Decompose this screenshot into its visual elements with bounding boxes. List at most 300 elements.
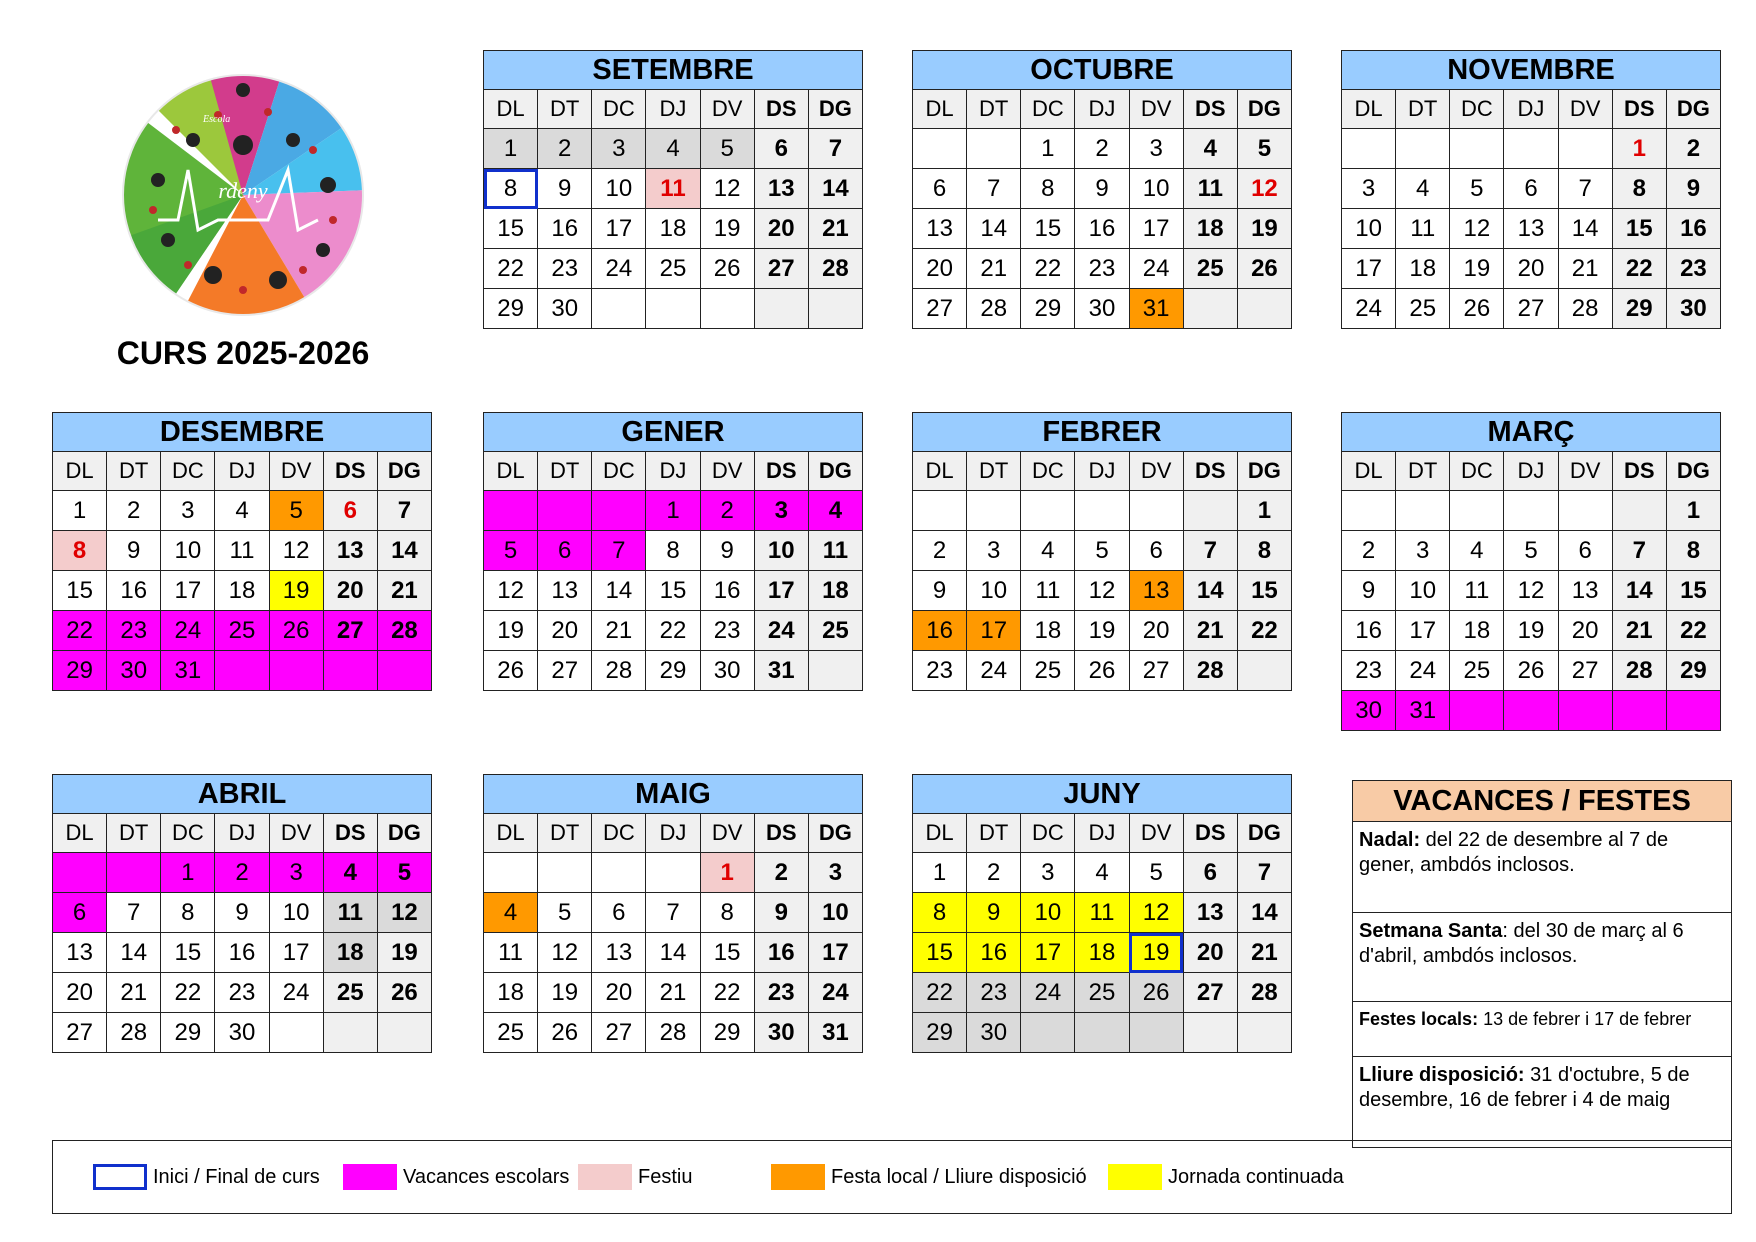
day-cell: 29: [913, 1013, 967, 1053]
day-cell: 14: [592, 571, 646, 611]
day-cell: 12: [484, 571, 538, 611]
day-cell: 13: [1558, 571, 1612, 611]
week-row: [913, 611, 1292, 651]
day-cell: 10: [269, 893, 323, 933]
day-cell: 24: [161, 611, 215, 651]
day-cell: 13: [323, 531, 377, 571]
day-cell: 24: [1021, 973, 1075, 1013]
holiday-item-festes-locals: Festes locals: 13 de febrer i 17 de febrer: [1353, 1002, 1732, 1057]
weekday-header: DC: [161, 452, 215, 491]
weekday-header: DV: [1129, 452, 1183, 491]
day-cell: [1504, 491, 1558, 531]
day-cell: 14: [1237, 893, 1291, 933]
weekday-header: DT: [967, 452, 1021, 491]
day-cell: 14: [1558, 209, 1612, 249]
day-cell: 20: [53, 973, 107, 1013]
day-cell: 22: [700, 973, 754, 1013]
day-cell: 20: [1504, 249, 1558, 289]
week-row: [53, 1013, 432, 1053]
day-cell: 19: [1129, 933, 1183, 973]
day-cell: 18: [646, 209, 700, 249]
weekday-header: DL: [484, 452, 538, 491]
week-row: [913, 249, 1292, 289]
day-cell: 20: [323, 571, 377, 611]
day-cell: [754, 289, 808, 329]
week-row: [484, 571, 863, 611]
day-cell: 2: [700, 491, 754, 531]
weekday-header: DV: [700, 90, 754, 129]
legend-festiu: [578, 1163, 692, 1191]
day-cell: 20: [592, 973, 646, 1013]
legend-inici-final: [93, 1163, 320, 1191]
day-cell: 30: [1342, 691, 1396, 731]
day-cell: 3: [1021, 853, 1075, 893]
weekday-header: DJ: [646, 90, 700, 129]
weekday-header: DJ: [1075, 814, 1129, 853]
day-cell: [323, 651, 377, 691]
day-cell: 4: [1396, 169, 1450, 209]
day-cell: 9: [1666, 169, 1720, 209]
month-name: MAIG: [484, 775, 863, 814]
month-name: SETEMBRE: [484, 51, 863, 90]
week-row: [1342, 209, 1721, 249]
day-cell: 25: [1075, 973, 1129, 1013]
weekday-header: DS: [754, 90, 808, 129]
legend-label: Festiu: [638, 1165, 693, 1188]
day-cell: 29: [1666, 651, 1720, 691]
day-cell: 27: [913, 289, 967, 329]
day-cell: [1183, 491, 1237, 531]
day-cell: 27: [538, 651, 592, 691]
day-cell: 2: [1075, 129, 1129, 169]
day-cell: 21: [1558, 249, 1612, 289]
day-cell: 5: [1075, 531, 1129, 571]
day-cell: 30: [700, 651, 754, 691]
week-row: [913, 893, 1292, 933]
day-cell: 29: [646, 651, 700, 691]
weekday-header: DC: [592, 452, 646, 491]
weekday-header: DL: [484, 90, 538, 129]
day-cell: [1183, 289, 1237, 329]
day-cell: 21: [1237, 933, 1291, 973]
day-cell: 9: [538, 169, 592, 209]
week-row: [484, 169, 863, 209]
day-cell: 19: [538, 973, 592, 1013]
day-cell: [646, 289, 700, 329]
day-cell: 13: [53, 933, 107, 973]
weekday-header: DL: [913, 90, 967, 129]
day-cell: 4: [215, 491, 269, 531]
day-cell: 27: [1183, 973, 1237, 1013]
day-cell: 21: [377, 571, 431, 611]
month-name: DESEMBRE: [53, 413, 432, 452]
day-cell: 24: [1396, 651, 1450, 691]
day-cell: 13: [754, 169, 808, 209]
day-cell: 15: [646, 571, 700, 611]
school-logo: [118, 70, 368, 320]
day-cell: 30: [538, 289, 592, 329]
week-row: [484, 853, 863, 893]
weekday-header: DT: [967, 90, 1021, 129]
day-cell: 17: [808, 933, 862, 973]
day-cell: 31: [808, 1013, 862, 1053]
day-cell: 10: [754, 531, 808, 571]
week-row: [484, 651, 863, 691]
day-cell: 5: [377, 853, 431, 893]
weekday-header: DJ: [1075, 90, 1129, 129]
day-cell: 26: [1075, 651, 1129, 691]
day-cell: 4: [1021, 531, 1075, 571]
legend-label: Inici / Final de curs: [153, 1165, 320, 1188]
weekday-header: DG: [1666, 90, 1720, 129]
day-cell: [1075, 491, 1129, 531]
day-cell: 14: [1183, 571, 1237, 611]
day-cell: 1: [700, 853, 754, 893]
week-row: [913, 933, 1292, 973]
day-cell: 6: [323, 491, 377, 531]
day-cell: 7: [646, 893, 700, 933]
day-cell: 5: [269, 491, 323, 531]
day-cell: 10: [967, 571, 1021, 611]
day-cell: 20: [754, 209, 808, 249]
day-cell: 8: [1237, 531, 1291, 571]
month-4: [483, 412, 863, 691]
week-row: [53, 651, 432, 691]
month-9: [912, 774, 1292, 1053]
weekday-header: DL: [53, 814, 107, 853]
weekday-header: DT: [967, 814, 1021, 853]
day-cell: 18: [808, 571, 862, 611]
week-row: [1342, 571, 1721, 611]
month-name: FEBRER: [913, 413, 1292, 452]
legend-swatch: [771, 1164, 825, 1190]
week-row: [53, 893, 432, 933]
week-row: [484, 933, 863, 973]
day-cell: [967, 129, 1021, 169]
day-cell: 28: [1612, 651, 1666, 691]
day-cell: 10: [1396, 571, 1450, 611]
day-cell: [1237, 1013, 1291, 1053]
weekday-header: DS: [1612, 90, 1666, 129]
day-cell: 11: [215, 531, 269, 571]
day-cell: 11: [1021, 571, 1075, 611]
holiday-item-nadal: Nadal: del 22 de desembre al 7 de gener, ambdós inclosos.: [1353, 822, 1732, 913]
holidays-box: [1352, 780, 1732, 1148]
day-cell: 15: [913, 933, 967, 973]
day-cell: 6: [1504, 169, 1558, 209]
day-cell: 23: [1342, 651, 1396, 691]
day-cell: [538, 853, 592, 893]
day-cell: 11: [1075, 893, 1129, 933]
day-cell: [1021, 491, 1075, 531]
weekday-header: DT: [538, 452, 592, 491]
holiday-item-lliure-disposicio: Lliure disposició: 31 d'octubre, 5 de desembre, 16 de febrer i 4 de maig: [1353, 1057, 1732, 1148]
week-row: [913, 129, 1292, 169]
day-cell: 14: [808, 169, 862, 209]
day-cell: 4: [1183, 129, 1237, 169]
weekday-header: DJ: [215, 814, 269, 853]
day-cell: 17: [161, 571, 215, 611]
day-cell: 14: [107, 933, 161, 973]
day-cell: 10: [1342, 209, 1396, 249]
day-cell: 4: [484, 893, 538, 933]
day-cell: 23: [913, 651, 967, 691]
day-cell: 8: [1021, 169, 1075, 209]
course-title: CURS 2025-2026: [116, 335, 370, 371]
day-cell: 24: [1129, 249, 1183, 289]
day-cell: 15: [484, 209, 538, 249]
day-cell: [1558, 129, 1612, 169]
month-5: [912, 412, 1292, 691]
school-logo-graphic: [118, 70, 368, 320]
weekday-header: DS: [1183, 814, 1237, 853]
day-cell: 26: [269, 611, 323, 651]
weekday-header: DG: [377, 452, 431, 491]
day-cell: 2: [107, 491, 161, 531]
week-row: [913, 209, 1292, 249]
day-cell: 24: [967, 651, 1021, 691]
month-2: [1341, 50, 1721, 329]
weekday-header: DL: [1342, 452, 1396, 491]
day-cell: 4: [646, 129, 700, 169]
day-cell: 27: [1129, 651, 1183, 691]
day-cell: 19: [377, 933, 431, 973]
day-cell: 19: [269, 571, 323, 611]
day-cell: 21: [1183, 611, 1237, 651]
week-row: [1342, 491, 1721, 531]
legend-label: Vacances escolars: [403, 1165, 570, 1188]
day-cell: 7: [107, 893, 161, 933]
weekday-header: DG: [1666, 452, 1720, 491]
day-cell: 8: [1666, 531, 1720, 571]
day-cell: 15: [700, 933, 754, 973]
day-cell: 29: [1612, 289, 1666, 329]
day-cell: [484, 853, 538, 893]
day-cell: 19: [1504, 611, 1558, 651]
day-cell: 1: [161, 853, 215, 893]
day-cell: 27: [1558, 651, 1612, 691]
day-cell: 22: [53, 611, 107, 651]
day-cell: 18: [215, 571, 269, 611]
day-cell: 12: [1450, 209, 1504, 249]
day-cell: 30: [754, 1013, 808, 1053]
day-cell: 29: [1021, 289, 1075, 329]
legend-swatch: [93, 1164, 147, 1190]
day-cell: 29: [700, 1013, 754, 1053]
week-row: [913, 853, 1292, 893]
month-name: NOVEMBRE: [1342, 51, 1721, 90]
day-cell: 7: [377, 491, 431, 531]
week-row: [1342, 651, 1721, 691]
legend-swatch: [1108, 1164, 1162, 1190]
day-cell: 28: [646, 1013, 700, 1053]
day-cell: 9: [215, 893, 269, 933]
day-cell: 8: [913, 893, 967, 933]
holidays-title: VACANCES / FESTES: [1353, 781, 1732, 822]
day-cell: 18: [484, 973, 538, 1013]
day-cell: 19: [484, 611, 538, 651]
day-cell: 23: [107, 611, 161, 651]
day-cell: 1: [53, 491, 107, 531]
day-cell: 7: [808, 129, 862, 169]
week-row: [1342, 129, 1721, 169]
day-cell: [1183, 1013, 1237, 1053]
weekday-header: DJ: [1504, 90, 1558, 129]
day-cell: 11: [646, 169, 700, 209]
weekday-header: DJ: [215, 452, 269, 491]
legend-jornada: [1108, 1163, 1344, 1191]
weekday-header: DS: [323, 452, 377, 491]
day-cell: 3: [1396, 531, 1450, 571]
day-cell: 31: [161, 651, 215, 691]
day-cell: 13: [1183, 893, 1237, 933]
legend-vacances: [343, 1163, 569, 1191]
day-cell: 1: [1612, 129, 1666, 169]
day-cell: 22: [913, 973, 967, 1013]
day-cell: [269, 1013, 323, 1053]
day-cell: [1129, 1013, 1183, 1053]
day-cell: 11: [1183, 169, 1237, 209]
day-cell: 26: [484, 651, 538, 691]
day-cell: 4: [323, 853, 377, 893]
day-cell: [484, 491, 538, 531]
day-cell: 20: [913, 249, 967, 289]
day-cell: 24: [1342, 289, 1396, 329]
day-cell: 4: [808, 491, 862, 531]
day-cell: 16: [1075, 209, 1129, 249]
day-cell: 13: [1504, 209, 1558, 249]
week-row: [484, 973, 863, 1013]
weekday-header: DG: [1237, 452, 1291, 491]
day-cell: [1504, 691, 1558, 731]
weekday-header: DC: [1021, 814, 1075, 853]
day-cell: 12: [377, 893, 431, 933]
day-cell: 27: [53, 1013, 107, 1053]
day-cell: 16: [215, 933, 269, 973]
holiday-item-setmana-santa: Setmana Santa: del 30 de març al 6 d'abril, ambdós inclosos.: [1353, 913, 1732, 1002]
day-cell: 17: [967, 611, 1021, 651]
day-cell: 17: [269, 933, 323, 973]
week-row: [484, 129, 863, 169]
day-cell: 22: [1666, 611, 1720, 651]
day-cell: 10: [1129, 169, 1183, 209]
weekday-header: DV: [700, 452, 754, 491]
weekday-header: DV: [269, 814, 323, 853]
weekday-header: DG: [377, 814, 431, 853]
day-cell: [1396, 491, 1450, 531]
weekday-header: DS: [754, 452, 808, 491]
day-cell: 14: [1612, 571, 1666, 611]
day-cell: 26: [1450, 289, 1504, 329]
weekday-header: DG: [808, 452, 862, 491]
day-cell: [1021, 1013, 1075, 1053]
day-cell: 21: [592, 611, 646, 651]
day-cell: 11: [1396, 209, 1450, 249]
weekday-header: DC: [592, 814, 646, 853]
day-cell: 20: [1558, 611, 1612, 651]
day-cell: 22: [1612, 249, 1666, 289]
day-cell: 13: [538, 571, 592, 611]
weekday-header: DC: [161, 814, 215, 853]
day-cell: 18: [323, 933, 377, 973]
week-row: [913, 651, 1292, 691]
month-7: [52, 774, 432, 1053]
day-cell: 1: [484, 129, 538, 169]
day-cell: 28: [808, 249, 862, 289]
legend-swatch: [343, 1164, 397, 1190]
weekday-header: DJ: [646, 814, 700, 853]
day-cell: 25: [484, 1013, 538, 1053]
weekday-header: DL: [53, 452, 107, 491]
weekday-header: DV: [700, 814, 754, 853]
day-cell: 25: [323, 973, 377, 1013]
day-cell: 25: [1183, 249, 1237, 289]
week-row: [53, 853, 432, 893]
day-cell: 26: [1504, 651, 1558, 691]
week-row: [53, 571, 432, 611]
day-cell: 11: [484, 933, 538, 973]
day-cell: [269, 651, 323, 691]
day-cell: 30: [107, 651, 161, 691]
day-cell: 14: [967, 209, 1021, 249]
weekday-header: DS: [1183, 452, 1237, 491]
day-cell: 18: [1075, 933, 1129, 973]
weekday-header: DL: [484, 814, 538, 853]
weekday-header: DV: [269, 452, 323, 491]
month-name: GENER: [484, 413, 863, 452]
day-cell: 9: [107, 531, 161, 571]
day-cell: 28: [1237, 973, 1291, 1013]
day-cell: 12: [1504, 571, 1558, 611]
day-cell: 30: [1075, 289, 1129, 329]
day-cell: 23: [754, 973, 808, 1013]
weekday-header: DJ: [1075, 452, 1129, 491]
day-cell: 28: [592, 651, 646, 691]
week-row: [484, 289, 863, 329]
day-cell: 2: [1666, 129, 1720, 169]
day-cell: [1612, 491, 1666, 531]
day-cell: [107, 853, 161, 893]
week-row: [484, 1013, 863, 1053]
day-cell: [1342, 129, 1396, 169]
day-cell: 18: [1183, 209, 1237, 249]
day-cell: 12: [1075, 571, 1129, 611]
day-cell: [1396, 129, 1450, 169]
day-cell: 1: [913, 853, 967, 893]
day-cell: 13: [1129, 571, 1183, 611]
weekday-header: DS: [323, 814, 377, 853]
day-cell: 15: [1666, 571, 1720, 611]
day-cell: 8: [1612, 169, 1666, 209]
day-cell: 15: [1021, 209, 1075, 249]
day-cell: 17: [1342, 249, 1396, 289]
day-cell: 9: [913, 571, 967, 611]
weekday-header: DT: [1396, 90, 1450, 129]
week-row: [53, 611, 432, 651]
day-cell: 7: [1237, 853, 1291, 893]
day-cell: 20: [1183, 933, 1237, 973]
day-cell: 4: [1075, 853, 1129, 893]
day-cell: 17: [1129, 209, 1183, 249]
weekday-header: DG: [1237, 814, 1291, 853]
day-cell: 25: [1450, 651, 1504, 691]
day-cell: 23: [538, 249, 592, 289]
day-cell: 25: [808, 611, 862, 651]
day-cell: 6: [1183, 853, 1237, 893]
day-cell: 4: [1450, 531, 1504, 571]
day-cell: 24: [592, 249, 646, 289]
weekday-header: DC: [592, 90, 646, 129]
